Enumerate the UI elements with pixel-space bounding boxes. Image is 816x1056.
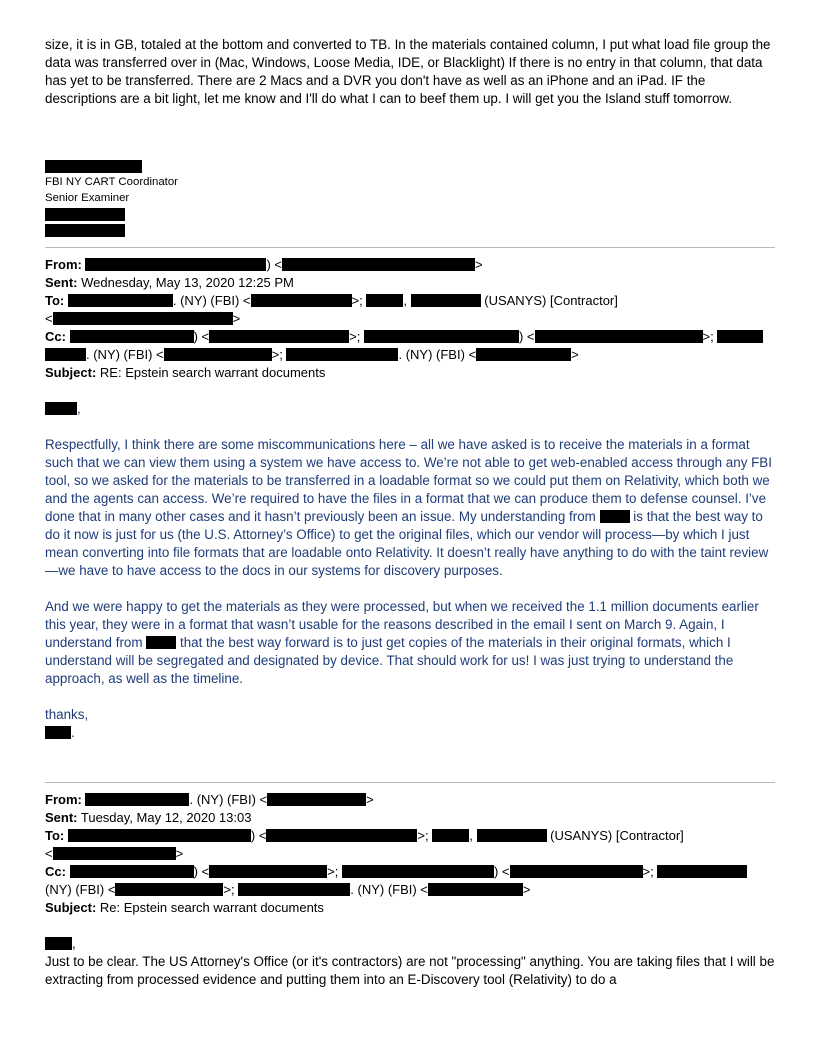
email-2-paragraph-1: Just to be clear. The US Attorney's Office (or it's contractors) are not "processing" anything. You are taking files that I will be extracting from processed evidence and putting them into an E-Discovery tool (Relativity) to do a — [45, 954, 775, 987]
redaction-box — [45, 937, 72, 950]
redaction-box — [238, 883, 350, 896]
redaction-box — [432, 829, 469, 842]
signature-block — [45, 160, 775, 237]
email-1-to: To: . (NY) (FBI) < >; , (USANYS) [Contractor] — [45, 293, 618, 308]
email-1-closing: thanks, — [45, 707, 89, 722]
email-1-signoff: . — [45, 724, 775, 742]
redaction-box — [45, 726, 71, 739]
email-1-cc: Cc: ) < >; ) < >; — [45, 328, 775, 346]
email-2-cc: Cc: ) < >; ) < >; — [45, 863, 775, 881]
redaction-box — [282, 258, 475, 271]
redaction-box — [53, 312, 233, 325]
redaction-box — [45, 348, 86, 361]
redaction-box — [70, 865, 194, 878]
email-separator — [45, 247, 775, 248]
intro-paragraph: size, it is in GB, totaled at the bottom and converted to TB. In the materials contained column, I put what load file group the data was transferred over in (Mac, Windows, Loose Media, IDE, or Blacklight) If there is no entry in that column, that data has yet to be transferred. There are 2 Macs and a DVR you don't have as well as an iPhone and an iPad. IF the descriptions are a bit light, let me know and I'll do what I can to beef them up. I will get you the Island stuff tomorrow. — [45, 37, 771, 106]
email-2-subject: Subject: Re: Epstein search warrant documents — [45, 900, 324, 915]
redaction-box — [68, 294, 173, 307]
redaction-box — [364, 330, 519, 343]
redaction-box — [115, 883, 223, 896]
redaction-box — [53, 847, 176, 860]
email-1-sent: Sent: Wednesday, May 13, 2020 12:25 PM — [45, 275, 294, 290]
email-1-from: From: ) < > — [45, 257, 483, 272]
redaction-box — [85, 793, 189, 806]
redaction-box — [600, 510, 630, 523]
email-2-to: To: ) < >; , (USANYS) [Contractor] — [45, 828, 684, 843]
email-1-subject: Subject: RE: Epstein search warrant documents — [45, 365, 326, 380]
email-1-to-cont: < > — [45, 311, 241, 326]
redaction-box — [45, 160, 142, 173]
redaction-box — [717, 330, 763, 343]
redaction-box — [68, 829, 251, 842]
redaction-box — [164, 348, 272, 361]
email-separator — [45, 782, 775, 783]
email-2-from: From: . (NY) (FBI) < > — [45, 792, 374, 807]
email-1-cc-cont: . (NY) (FBI) < >; . (NY) (FBI) < > — [45, 346, 775, 364]
redaction-box — [342, 865, 494, 878]
redaction-box — [267, 793, 366, 806]
redaction-box — [70, 330, 194, 343]
redaction-box — [286, 348, 398, 361]
email-2-cc-cont: (NY) (FBI) < >; . (NY) (FBI) < > — [45, 882, 531, 897]
email-2-to-cont: < > — [45, 846, 184, 861]
redaction-box — [411, 294, 481, 307]
redaction-box — [251, 294, 352, 307]
redaction-box — [366, 294, 403, 307]
email-1-paragraph-2: And we were happy to get the materials as they were processed, but when we received the 1.1 million documents earlier this year, they were in a format that wasn’t usable for the reasons described in the email I sent on March 9. Again, I understand from that the best way forward is to just get copies of the materials in their original formats, which I understand will be segregated and designated by device. That should work for us! I was just trying to understand the approach, as well as the timeline. — [45, 599, 759, 686]
email-2-sent: Sent: Tuesday, May 12, 2020 13:03 — [45, 810, 252, 825]
redaction-box — [477, 829, 547, 842]
redaction-box — [657, 865, 747, 878]
redaction-box — [45, 208, 125, 221]
email-1-paragraph-1: Respectfully, I think there are some miscommunications here – all we have asked is to receive the materials in a format such that we can view them using a system we have access to. We’re not able to get web-enabled access through any FBI tool, so we asked for the materials to be transferred in a loadable format so we could put them on Relativity, which both we and the agents can access. We’re required to have the files in a format that we can produce them to defense counsel. I’ve done that in many other cases and it hasn’t previously been an issue. My understanding from is that the best way to do it now is just for us (the U.S. Attorney’s Office) to get the original files, which our vendor will process—by which I just mean converting into file formats that are loadable onto Relativity. It doesn’t really have anything to do with the taint review—we have to have access to the docs in our systems for discovery purposes. — [45, 437, 772, 578]
email-2-body — [45, 935, 775, 989]
redaction-box — [510, 865, 643, 878]
email-1-greeting: , — [45, 400, 775, 418]
email-1-body — [45, 400, 775, 742]
redaction-box — [266, 829, 417, 842]
email-1-header — [45, 256, 775, 382]
signature-title-2: Senior Examiner — [45, 192, 130, 204]
redaction-box — [535, 330, 703, 343]
redaction-box — [146, 636, 176, 649]
redaction-box — [45, 402, 77, 415]
signature-title-1: FBI NY CART Coordinator — [45, 176, 178, 188]
redaction-box — [209, 330, 349, 343]
redaction-box — [85, 258, 266, 271]
redaction-box — [45, 224, 125, 237]
redaction-box — [209, 865, 327, 878]
email-2-greeting: , — [45, 935, 775, 953]
email-2-header — [45, 791, 775, 917]
redaction-box — [428, 883, 523, 896]
redaction-box — [476, 348, 571, 361]
document-page — [45, 36, 775, 989]
